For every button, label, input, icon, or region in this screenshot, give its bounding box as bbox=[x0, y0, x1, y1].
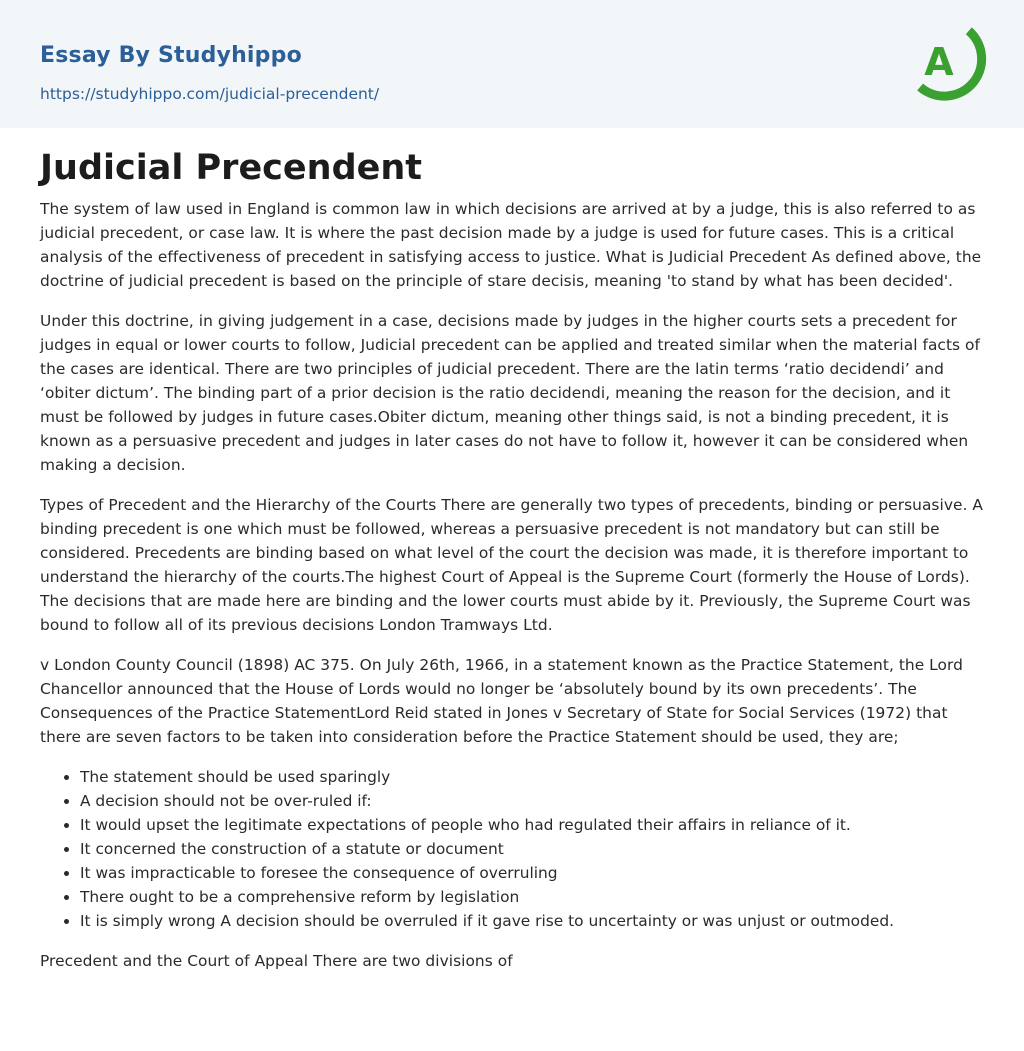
site-header bbox=[0, 0, 1024, 128]
source-url-link[interactable]: https://studyhippo.com/judicial-precendent/ bbox=[40, 85, 380, 103]
list-item: • It is simply wrong A decision should be overruled if it gave rise to uncertainty or was unjust or outmoded. bbox=[80, 909, 984, 933]
paragraph: v London County Council (1898) AC 375. On July 26th, 1966, in a statement known as the Practice Statement, the Lord Chancellor announced that the House of Lords would no longer be ‘absolutely bound by its own precedents’. The Consequences of the Practice StatementLord Reid stated in Jones v Secretary of State for Social Services (1972) that there are seven factors to be taken into consideration before the Practice Statement should be used, they are; bbox=[40, 656, 963, 746]
brand-title[interactable]: Essay By Studyhippo bbox=[40, 43, 302, 68]
list-item: • The statement should be used sparingly bbox=[80, 765, 984, 789]
list-item: • There ought to be a comprehensive reform by legislation bbox=[80, 885, 984, 909]
page-title: Judicial Precendent bbox=[40, 148, 423, 188]
paragraph: Under this doctrine, in giving judgement in a case, decisions made by judges in the higher courts sets a precedent for judges in equal or lower courts to follow, Judicial precedent can be applied and treated similar when the material facts of the cases are identical. There are two principles of judicial precedent. There are the latin terms ‘ratio decidendi’ and ‘obiter dictum’. The binding part of a prior decision is the ratio decidendi, meaning the reason for the decision, and it must be followed by judges in future cases.Obiter dictum, meaning other things said, is not a binding precedent, it is known as a persuasive precedent and judges in later cases do not have to follow it, however it can be considered when making a decision. bbox=[40, 312, 980, 474]
paragraph: The system of law used in England is common law in which decisions are arrived at by a judge, this is also referred to as judicial precedent, or case law. It is where the past decision made by a judge is used for future cases. This is a critical analysis of the effectiveness of precedent in satisfying access to justice. What is Judicial Precedent As defined above, the doctrine of judicial precedent is based on the principle of stare decisis, meaning 'to stand by what has been decided'. bbox=[40, 200, 982, 290]
logo-letter: A bbox=[924, 40, 954, 84]
paragraph: Precedent and the Court of Appeal There are two divisions of bbox=[40, 952, 513, 970]
paragraph: Types of Precedent and the Hierarchy of the Courts There are generally two types of precedents, binding or persuasive. A binding precedent is one which must be followed, whereas a persuasive precedent is not mandatory but can still be considered. Precedents are binding based on what level of the court the decision was made, it is therefore important to understand the hierarchy of the courts.The highest Court of Appeal is the Supreme Court (formerly the House of Lords). The decisions that are made here are binding and the lower courts must abide by it. Previously, the Supreme Court was bound to follow all of its previous decisions London Tramways Ltd. bbox=[40, 496, 983, 634]
list-item: • It was impracticable to foresee the consequence of overruling bbox=[80, 861, 984, 885]
list-item: • It concerned the construction of a statute or document bbox=[80, 837, 984, 861]
studyhippo-logo-icon[interactable] bbox=[908, 18, 988, 106]
list-item: • A decision should not be over-ruled if: bbox=[80, 789, 984, 813]
list-item: • It would upset the legitimate expectations of people who had regulated their affairs in reliance of it. bbox=[80, 813, 984, 837]
article-content bbox=[40, 146, 984, 989]
factors-list bbox=[40, 765, 984, 933]
